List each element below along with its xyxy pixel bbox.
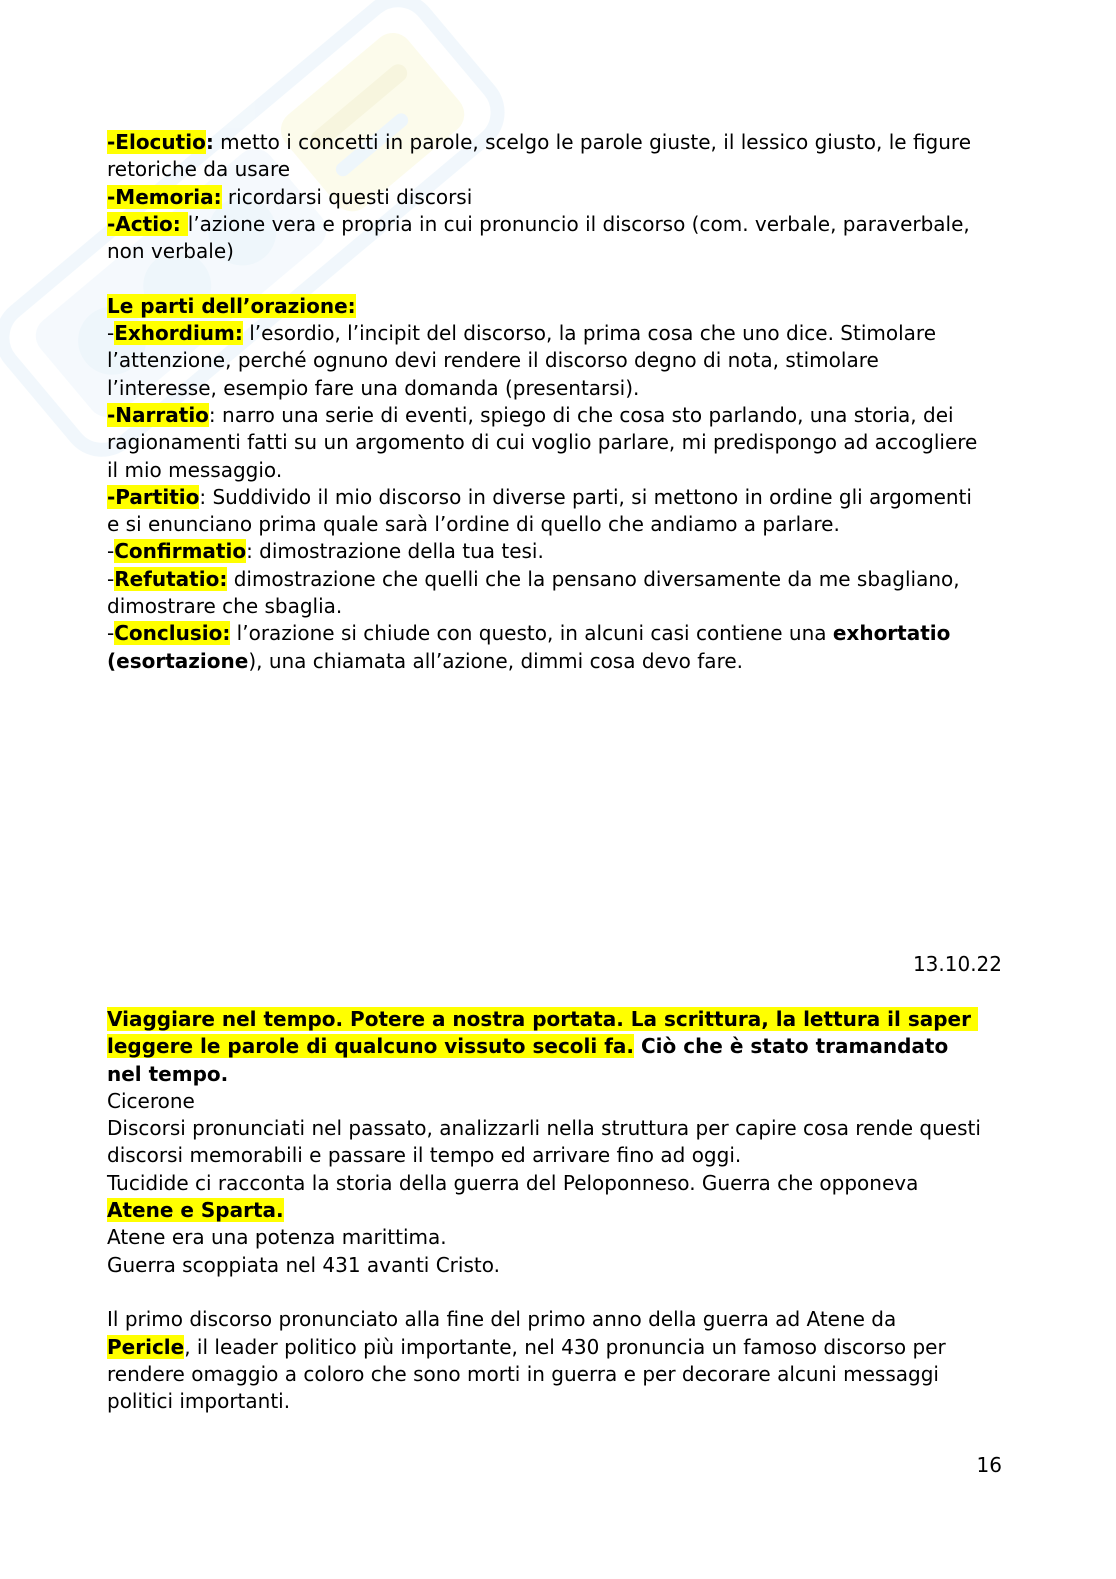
line-text: ragionamenti fatti su un argomento di cui voglio parlare, mi predispongo ad accogliere: [107, 430, 978, 455]
dash: -: [107, 621, 115, 646]
term-elocutio: -Elocutio: [107, 130, 206, 154]
key-statement: Viaggiare nel tempo. Potere a nostra portata. La scrittura, la lettura il saper: [107, 1007, 978, 1031]
note-line: [107, 457, 1067, 484]
note-line: [107, 511, 1067, 538]
note-line: [107, 1306, 1067, 1333]
note-line: [107, 347, 1067, 374]
term-refutatio: Refutatio:: [114, 566, 228, 591]
term-esortazione: (esortazione: [107, 648, 249, 673]
note-line: [107, 320, 1067, 347]
note-line: [107, 238, 1067, 265]
line-text: ), una chiamata all’azione, dimmi cosa devo fare.: [248, 648, 744, 673]
note-line: [107, 129, 1067, 156]
term-memoria: -Memoria:: [107, 184, 222, 209]
line-text: e si enunciano prima quale sarà l’ordine di quello che andiamo a parlare.: [107, 512, 840, 537]
line-text: l’orazione si chiude con questo, in alcuni casi contiene una: [230, 621, 833, 646]
note-line: [107, 1033, 1067, 1060]
note-line: [107, 484, 1067, 511]
line-text: : Suddivido il mio discorso in diverse parti, si mettono in ordine gli argomenti: [199, 484, 972, 509]
bold-text: nel tempo.: [107, 1061, 229, 1086]
term-actio: -Actio:: [107, 211, 188, 236]
note-line: [107, 184, 1067, 211]
line-text: non verbale): [107, 239, 234, 264]
line-text: Cicerone: [107, 1088, 195, 1113]
term-colon: :: [205, 130, 214, 154]
note-line: [107, 1224, 1067, 1251]
line-text: rendere omaggio a coloro che sono morti in guerra e per decorare alcuni messaggi: [107, 1361, 939, 1386]
line-text: Discorsi pronunciati nel passato, analizzarli nella struttura per capire cosa rende questi: [107, 1116, 981, 1141]
line-text: l’interesse, esempio fare una domanda (presentarsi).: [107, 375, 640, 400]
note-line: [107, 402, 1067, 429]
blank-line: [107, 1279, 1067, 1306]
line-text: politici importanti.: [107, 1389, 291, 1414]
blank-line: [107, 265, 1067, 292]
note-line: [107, 1088, 1067, 1115]
line-text: metto i concetti in parole, scelgo le parole giuste, il lessico giusto, le figure: [213, 130, 972, 154]
page-number: 16: [976, 1453, 1002, 1477]
line-text: l’azione vera e propria in cui pronuncio il discorso (com. verbale, paraverbale,: [187, 211, 970, 236]
note-line: [107, 1142, 1067, 1169]
note-line: [107, 648, 1067, 675]
note-line: [107, 620, 1067, 647]
line-text: Guerra scoppiata nel 431 avanti Cristo.: [107, 1252, 500, 1277]
line-text: dimostrare che sbaglia.: [107, 594, 343, 619]
dash: -: [107, 321, 115, 346]
note-line: [107, 429, 1067, 456]
term-exhortatio: exhortatio: [832, 621, 951, 646]
note-line: [107, 375, 1067, 402]
term-confirmatio: Confirmatio: [114, 539, 247, 564]
term-pericle: Pericle: [107, 1334, 185, 1359]
heading-oration-parts: Le parti dell’orazione:: [107, 293, 356, 318]
term-exhordium: Exhordium:: [114, 321, 243, 346]
note-line: [107, 1115, 1067, 1142]
line-text: : narro una serie di eventi, spiego di che cosa sto parlando, una storia, dei: [208, 402, 954, 427]
note-line: [107, 538, 1067, 565]
line-text: Il primo discorso pronunciato alla fine del primo anno della guerra ad Atene da: [107, 1307, 897, 1332]
notes-top: [107, 129, 1067, 675]
line-text: ricordarsi questi discorsi: [221, 184, 473, 209]
note-line: [107, 1170, 1067, 1197]
dash: -: [107, 539, 115, 564]
note-line: [107, 1061, 1067, 1088]
dash: -: [107, 566, 115, 591]
line-text: Atene era una potenza marittima.: [107, 1225, 447, 1250]
note-line: [107, 1361, 1067, 1388]
line-text: : dimostrazione della tua tesi.: [246, 539, 544, 564]
line-text: , il leader politico più importante, nel 430 pronuncia un famoso discorso per: [184, 1334, 946, 1359]
term-atene-sparta: Atene e Sparta.: [107, 1198, 284, 1223]
term-partitio: -Partitio: [107, 484, 200, 509]
line-text: dimostrazione che quelli che la pensano diversamente da me sbagliano,: [227, 566, 960, 591]
note-line: [107, 1334, 1067, 1361]
term-conclusio: Conclusio:: [114, 621, 231, 646]
term-narratio: -Narratio: [107, 402, 209, 427]
note-line: [107, 1388, 1067, 1415]
note-line: [107, 1252, 1067, 1279]
line-text: l’esordio, l’incipit del discorso, la prima cosa che uno dice. Stimolare: [242, 321, 937, 346]
notes-bottom: [107, 1006, 1067, 1415]
bold-text: Ciò che è stato tramandato: [634, 1034, 949, 1059]
line-text: retoriche da usare: [107, 157, 291, 182]
note-line: [107, 1006, 1067, 1033]
line-text: discorsi memorabili e passare il tempo ed arrivare fino ad oggi.: [107, 1143, 742, 1168]
line-text: l’attenzione, perché ognuno devi rendere il discorso degno di nota, stimolare: [107, 348, 879, 373]
section-heading: [107, 293, 1067, 320]
lecture-date: 13.10.22: [912, 952, 1002, 976]
key-statement: leggere le parole di qualcuno vissuto secoli fa.: [107, 1034, 635, 1059]
note-line: [107, 156, 1067, 183]
note-line: [107, 211, 1067, 238]
note-line: [107, 1197, 1067, 1224]
note-line: [107, 593, 1067, 620]
note-line: [107, 566, 1067, 593]
line-text: Tucidide ci racconta la storia della guerra del Peloponneso. Guerra che opponeva: [107, 1170, 919, 1195]
line-text: il mio messaggio.: [107, 457, 283, 482]
